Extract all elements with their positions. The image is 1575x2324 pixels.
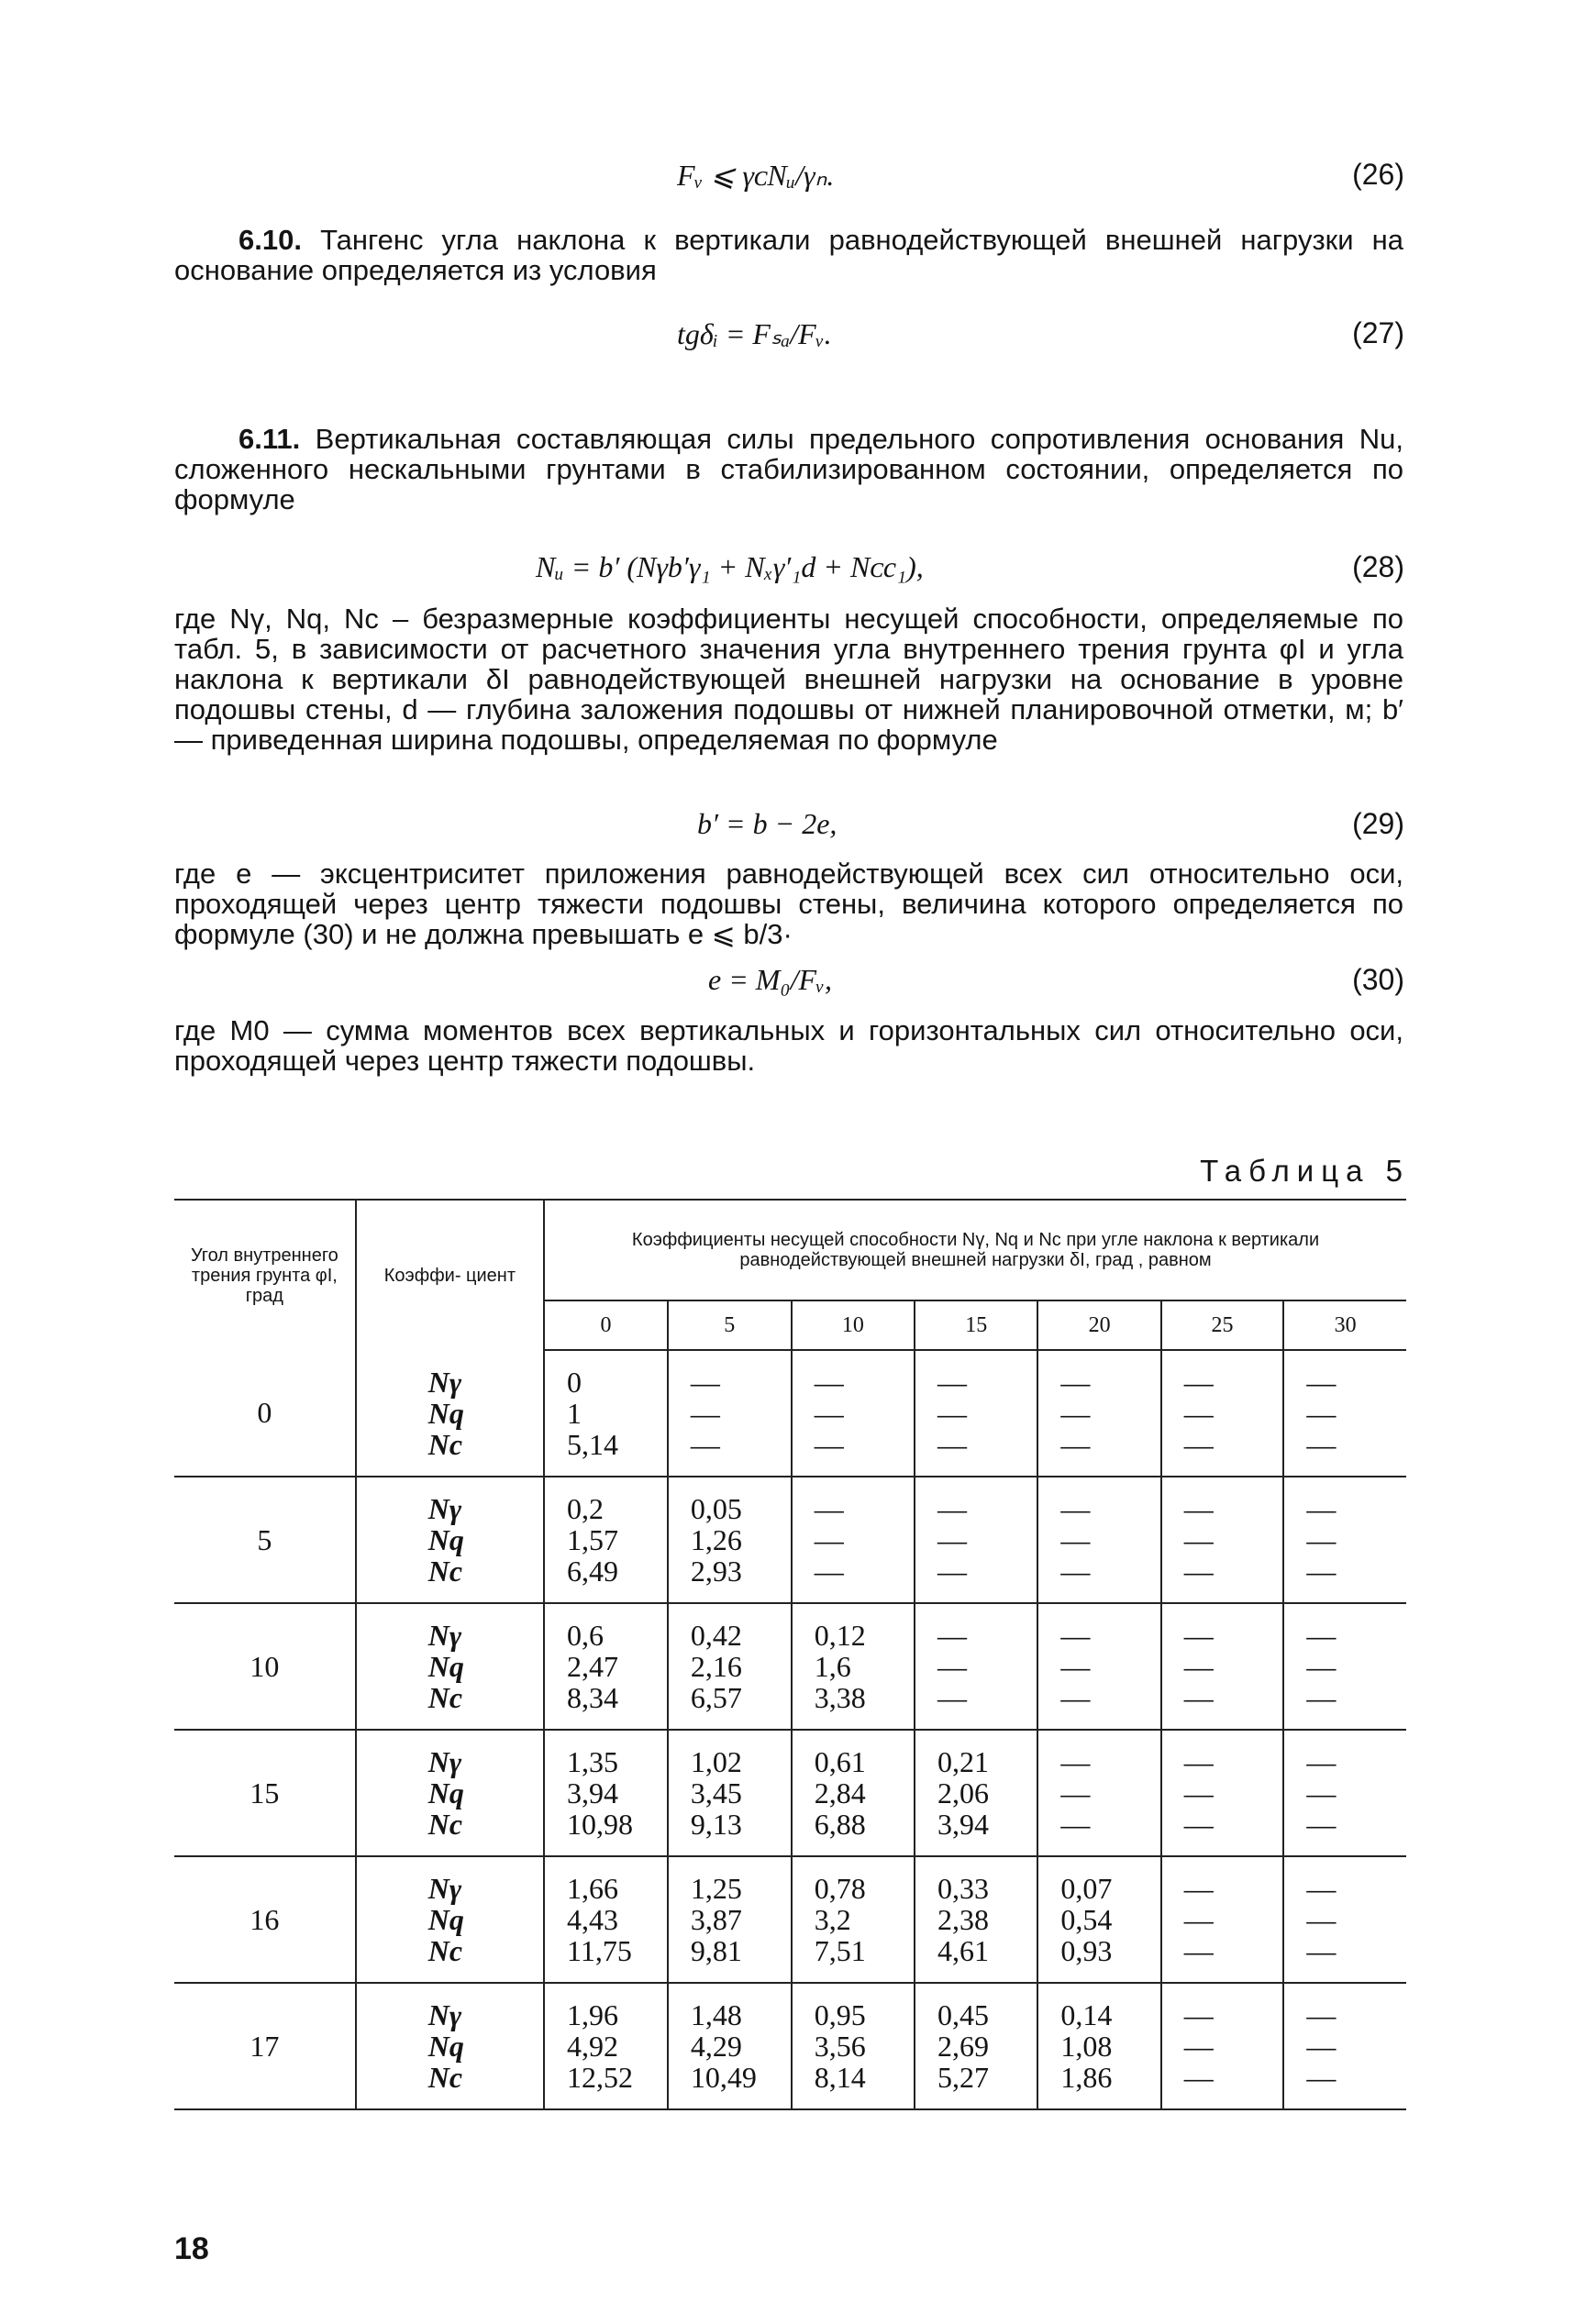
value: 1,6: [814, 1650, 851, 1683]
value-cell: [544, 1603, 668, 1730]
value: 1,96: [567, 1998, 619, 2031]
value: —: [1183, 1397, 1214, 1430]
formula-27: [677, 316, 832, 351]
value: —: [1060, 1745, 1091, 1778]
value: 6,49: [567, 1555, 619, 1588]
value: —: [1183, 1681, 1214, 1714]
value: 3,94: [937, 1808, 990, 1841]
value-cell: [1037, 1856, 1160, 1983]
value: 5,27: [937, 2061, 990, 2094]
value: —: [937, 1555, 968, 1588]
value: 3,94: [567, 1776, 619, 1809]
value: —: [937, 1397, 968, 1430]
value: 11,75: [567, 1934, 632, 1967]
value-cell: [792, 1856, 915, 1983]
value: 4,29: [690, 2030, 742, 2063]
value: —: [690, 1397, 720, 1430]
value: —: [1183, 1523, 1214, 1556]
value-cell: [544, 1856, 668, 1983]
paragraph-text: Тангенс угла наклона к вертикали равнодействующей внешней нагрузки на основание определяется из условия: [174, 224, 1403, 286]
value: —: [1306, 1523, 1337, 1556]
value: —: [1183, 1903, 1214, 1936]
value: —: [1306, 2061, 1337, 2094]
formula-27-number: (27): [1352, 316, 1404, 349]
value: 0,33: [937, 1872, 990, 1905]
value-cell: [544, 1477, 668, 1603]
coefficient-names-cell: [356, 1983, 544, 2109]
value: 0,95: [814, 1998, 866, 2031]
value-cell: [792, 1477, 915, 1603]
value: —: [937, 1523, 968, 1556]
coefficient-name: Nc: [427, 2061, 463, 2094]
header-angle: Угол внутреннего трения грунта φI, град: [174, 1200, 356, 1350]
coefficient-name: Nc: [427, 1808, 463, 1841]
value: 2,38: [937, 1903, 990, 1936]
table-row: [174, 1856, 1406, 1983]
value: 9,13: [690, 1808, 742, 1841]
value-cell: [1283, 1603, 1406, 1730]
value: —: [1183, 1998, 1214, 2031]
value: 3,2: [814, 1903, 851, 1936]
value: 2,93: [690, 1555, 742, 1588]
value: —: [937, 1366, 968, 1399]
value: —: [1060, 1650, 1091, 1683]
coefficient-name: Nγ: [427, 1872, 462, 1905]
header-coefficient: Коэффи- циент: [356, 1200, 544, 1350]
value: —: [1306, 1872, 1337, 1905]
formula-29-number: (29): [1352, 807, 1404, 840]
value: —: [1183, 1872, 1214, 1905]
angle-cell: 10: [174, 1603, 356, 1730]
coefficient-name: Nc: [427, 1681, 463, 1714]
formula-26-text: Fᵥ ⩽ γᴄNᵤ/γₙ.: [677, 159, 835, 192]
value: —: [814, 1555, 844, 1588]
value-cell: [668, 1730, 792, 1856]
value-cell: [544, 1983, 668, 2109]
value-cell: [1283, 1350, 1406, 1477]
formula-26: [677, 158, 834, 193]
formula-30: [708, 963, 832, 997]
value-cell: [792, 1983, 915, 2109]
angle-cell: 5: [174, 1477, 356, 1603]
header-angle-value: 15: [915, 1300, 1037, 1350]
value-cell: [1037, 1350, 1160, 1477]
value: 6,88: [814, 1808, 866, 1841]
coefficient-name: Nq: [427, 2030, 464, 2063]
value-cell: [1283, 1730, 1406, 1856]
formula-27-text: tgδᵢ = Fₛₐ/Fᵥ.: [677, 317, 832, 350]
value: —: [1183, 1619, 1214, 1652]
value-cell: [1037, 1730, 1160, 1856]
value: —: [1183, 1745, 1214, 1778]
value: —: [1060, 1619, 1091, 1652]
table-row: [174, 1350, 1406, 1477]
section-number: 6.10.: [238, 224, 302, 256]
angle-cell: 17: [174, 1983, 356, 2109]
value: —: [1306, 1492, 1337, 1525]
value: 1,26: [690, 1523, 742, 1556]
value: 0,45: [937, 1998, 990, 2031]
value: —: [1306, 1650, 1337, 1683]
value: —: [1306, 2030, 1337, 2063]
value: 2,47: [567, 1650, 619, 1683]
value: 0,2: [567, 1492, 604, 1525]
value-cell: [915, 1350, 1037, 1477]
value: —: [1183, 1650, 1214, 1683]
value: 3,87: [690, 1903, 742, 1936]
value: 0: [567, 1366, 582, 1399]
value-cell: [1037, 1477, 1160, 1603]
value: —: [1306, 1397, 1337, 1430]
value: 12,52: [567, 2061, 634, 2094]
value: —: [1183, 1366, 1214, 1399]
value: 1: [567, 1397, 582, 1430]
value: —: [1306, 1934, 1337, 1967]
value: 5,14: [567, 1428, 619, 1461]
value: 0,78: [814, 1872, 866, 1905]
table-5: [174, 1199, 1406, 2110]
formula-30-number: (30): [1352, 963, 1404, 996]
formula-30-text: e = M₀/Fᵥ,: [708, 963, 832, 996]
paragraph-where-2: [174, 858, 1403, 949]
value: 0,21: [937, 1745, 990, 1778]
value: —: [1306, 1776, 1337, 1809]
coefficient-names-cell: [356, 1856, 544, 1983]
value-cell: [1161, 1477, 1284, 1603]
value: 2,16: [690, 1650, 742, 1683]
coefficient-names-cell: [356, 1603, 544, 1730]
value: —: [1060, 1397, 1091, 1430]
value: 1,86: [1060, 2061, 1113, 2094]
coefficient-names-cell: [356, 1477, 544, 1603]
header-angle-value: 25: [1161, 1300, 1284, 1350]
value: 7,51: [814, 1934, 866, 1967]
header-angle-value: 20: [1037, 1300, 1160, 1350]
value: —: [1060, 1366, 1091, 1399]
value: —: [1306, 1808, 1337, 1841]
value: —: [937, 1428, 968, 1461]
coefficient-name: Nc: [427, 1555, 463, 1588]
value: 0,93: [1060, 1934, 1113, 1967]
table-row: [174, 1730, 1406, 1856]
value: —: [1306, 1681, 1337, 1714]
value-cell: [668, 1983, 792, 2109]
value: —: [1183, 2061, 1214, 2094]
value-cell: [668, 1603, 792, 1730]
value: —: [814, 1492, 844, 1525]
value: —: [1183, 1555, 1214, 1588]
table-row: [174, 1983, 1406, 2109]
value: 1,35: [567, 1745, 619, 1778]
value: —: [1306, 1366, 1337, 1399]
value-cell: [1037, 1983, 1160, 2109]
section-number: 6.11.: [238, 423, 301, 455]
table-body: [174, 1350, 1406, 2109]
paragraph-6-10: [174, 225, 1403, 285]
coefficient-name: Nγ: [427, 1998, 462, 2031]
value-cell: [668, 1477, 792, 1603]
value: —: [814, 1428, 844, 1461]
value: 1,57: [567, 1523, 619, 1556]
angle-cell: 15: [174, 1730, 356, 1856]
value: —: [1306, 1428, 1337, 1461]
value-cell: [915, 1603, 1037, 1730]
value: —: [814, 1397, 844, 1430]
value: —: [1183, 1428, 1214, 1461]
value: 1,25: [690, 1872, 742, 1905]
value: —: [1183, 1776, 1214, 1809]
value: 1,48: [690, 1998, 742, 2031]
value: —: [937, 1681, 968, 1714]
value-cell: [1283, 1477, 1406, 1603]
coefficient-name: Nq: [427, 1650, 464, 1683]
value: —: [1306, 1745, 1337, 1778]
value-cell: [915, 1477, 1037, 1603]
header-angle-value: 10: [792, 1300, 915, 1350]
coefficient-name: Nc: [427, 1427, 463, 1461]
paragraph-6-11: [174, 424, 1403, 515]
value: 0,14: [1060, 1998, 1113, 2031]
value: 1,66: [567, 1872, 619, 1905]
page-number: 18: [174, 2231, 209, 2266]
paragraph-where-3: [174, 1015, 1403, 1076]
value: —: [814, 1366, 844, 1399]
value: 3,38: [814, 1681, 866, 1714]
angle-cell: 0: [174, 1350, 356, 1477]
coefficient-name: Nγ: [427, 1619, 462, 1652]
value: 9,81: [690, 1934, 742, 1967]
value-cell: [544, 1350, 668, 1477]
paragraph-text: где M0 — сумма моментов всех вертикальных и горизонтальных сил относительно оси, проходящей через центр тяжести подошвы.: [174, 1014, 1403, 1077]
value: —: [1060, 1492, 1091, 1525]
value: 4,92: [567, 2030, 619, 2063]
value: 0,61: [814, 1745, 866, 1778]
value: 0,12: [814, 1619, 866, 1652]
value: —: [1060, 1776, 1091, 1809]
value-cell: [1161, 1730, 1284, 1856]
value-cell: [1161, 1603, 1284, 1730]
value: 1,08: [1060, 2030, 1113, 2063]
value: —: [1183, 2030, 1214, 2063]
value: —: [1060, 1808, 1091, 1841]
paragraph-text: где Nγ, Nq, Nc – безразмерные коэффициенты несущей способности, определяемые по табл. 5, в зависимости от расчетного значения угла внутреннего трения грунта φI и угла наклона к вертикали δI равнодействующей внешней нагрузки на основание в уровне подошвы стены, d — глубина заложения подошвы от нижней планировочной отметки, м; b′ — приведенная ширина подошвы, определяемая по формуле: [174, 603, 1403, 756]
value-cell: [792, 1730, 915, 1856]
value: 8,34: [567, 1681, 619, 1714]
header-angle-value: 5: [668, 1300, 792, 1350]
formula-29-text: b′ = b − 2e,: [697, 807, 837, 840]
value: —: [1060, 1555, 1091, 1588]
table-caption: Таблица 5: [1200, 1154, 1410, 1188]
header-main: Коэффициенты несущей способности Nγ, Nq и Nc при угле наклона к вертикали равнодействующей внешней нагрузки δI, град , равном: [544, 1200, 1406, 1300]
value: 1,02: [690, 1745, 742, 1778]
value: —: [1060, 1523, 1091, 1556]
value: 2,84: [814, 1776, 866, 1809]
value: —: [1183, 1808, 1214, 1841]
value: 0,54: [1060, 1903, 1113, 1936]
table-row: [174, 1603, 1406, 1730]
paragraph-where-1: [174, 603, 1403, 755]
value: 8,14: [814, 2061, 866, 2094]
value: —: [814, 1523, 844, 1556]
value: 0,05: [690, 1492, 742, 1525]
value-cell: [792, 1350, 915, 1477]
value-cell: [668, 1856, 792, 1983]
value: 2,06: [937, 1776, 990, 1809]
coefficient-names-cell: [356, 1730, 544, 1856]
value-cell: [915, 1730, 1037, 1856]
coefficient-name: Nq: [427, 1523, 464, 1556]
value-cell: [544, 1730, 668, 1856]
value-cell: [668, 1350, 792, 1477]
header-angle-value: 30: [1283, 1300, 1406, 1350]
formula-28: [536, 550, 924, 584]
value-cell: [1283, 1983, 1406, 2109]
value: 0,42: [690, 1619, 742, 1652]
value: —: [690, 1428, 720, 1461]
value-cell: [915, 1983, 1037, 2109]
value: 4,61: [937, 1934, 990, 1967]
coefficient-name: Nq: [427, 1903, 464, 1936]
value: 3,56: [814, 2030, 866, 2063]
value-cell: [1283, 1856, 1406, 1983]
value: 6,57: [690, 1681, 742, 1714]
value: —: [690, 1366, 720, 1399]
value: —: [1183, 1492, 1214, 1525]
value-cell: [1037, 1603, 1160, 1730]
formula-28-number: (28): [1352, 550, 1404, 583]
paragraph-text: Вертикальная составляющая силы предельного сопротивления основания Nu, сложенного нескальными грунтами в стабилизированном состоянии, определяется по формуле: [174, 423, 1403, 515]
value: 10,49: [690, 2061, 757, 2094]
value: —: [1060, 1681, 1091, 1714]
value: —: [1306, 1619, 1337, 1652]
value-cell: [1161, 1350, 1284, 1477]
header-angle-value: 0: [544, 1300, 668, 1350]
coefficient-name: Nc: [427, 1934, 463, 1967]
value: 3,45: [690, 1776, 742, 1809]
value: 4,43: [567, 1903, 619, 1936]
value: —: [1306, 1903, 1337, 1936]
value: —: [1183, 1934, 1214, 1967]
value: 10,98: [567, 1808, 634, 1841]
angle-cell: 16: [174, 1856, 356, 1983]
formula-28-text: Nᵤ = b′ (Nγb′γ₁ + Nₓγ′₁d + Nᴄc₁),: [536, 550, 924, 583]
value-cell: [915, 1856, 1037, 1983]
value: 0,6: [567, 1619, 604, 1652]
value-cell: [1161, 1856, 1284, 1983]
value-cell: [1161, 1983, 1284, 2109]
paragraph-text: где e — эксцентриситет приложения равнодействующей всех сил относительно оси, проходящей через центр тяжести подошвы стены, величина которого определяется по формуле (30) и не должна превышать e ⩽ b/3·: [174, 858, 1403, 950]
table-row: [174, 1477, 1406, 1603]
coefficient-name: Nγ: [427, 1745, 462, 1778]
coefficient-names-cell: [356, 1350, 544, 1477]
coefficient-name: Nγ: [427, 1492, 462, 1525]
value: —: [937, 1650, 968, 1683]
formula-29: [697, 807, 837, 841]
value: —: [937, 1619, 968, 1652]
value: —: [1060, 1428, 1091, 1461]
value: 0,07: [1060, 1872, 1113, 1905]
value: —: [937, 1492, 968, 1525]
coefficient-name: Nq: [427, 1776, 464, 1809]
value: —: [1306, 1998, 1337, 2031]
value: —: [1306, 1555, 1337, 1588]
coefficient-name: Nq: [427, 1396, 464, 1430]
coefficient-name: Nγ: [427, 1365, 462, 1399]
value-cell: [792, 1603, 915, 1730]
formula-26-number: (26): [1352, 158, 1404, 191]
value: 2,69: [937, 2030, 990, 2063]
